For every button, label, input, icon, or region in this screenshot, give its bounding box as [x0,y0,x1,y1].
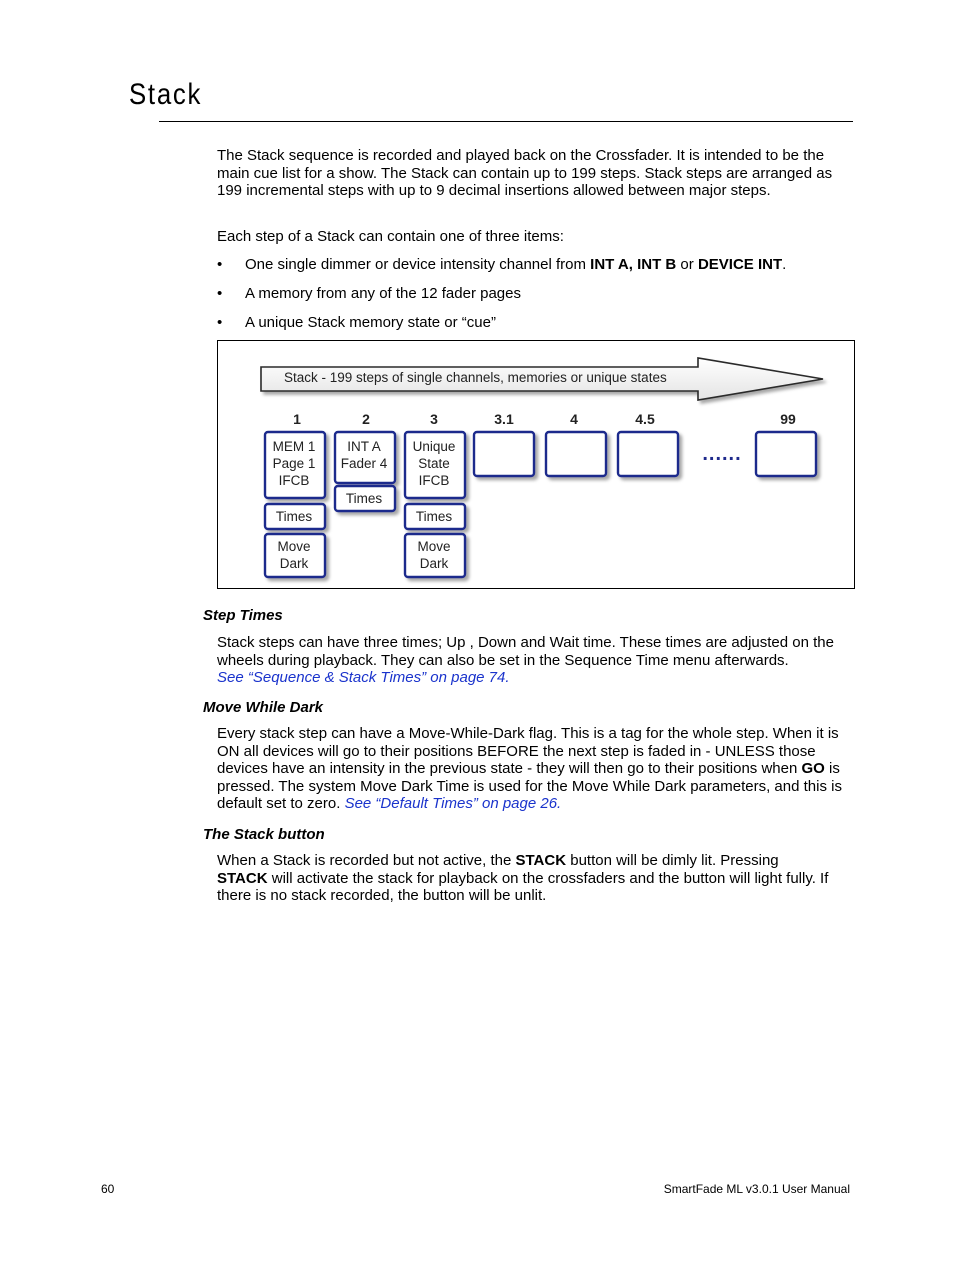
step-times-paragraph [217,634,857,687]
move-label: Move [277,539,311,554]
bullet-marker: • [217,285,223,302]
step-number: 2 [362,411,370,427]
step-times-body: Stack steps can have three times; Up , Down and Wait time. These times are adjusted on the wheels during playback. They can also be set in the Sequence Time menu afterwards. [217,634,834,669]
bullet-1-bold-a: INT A, INT B [590,256,677,273]
bullet-text: A memory from any of the 12 fader pages [245,285,521,302]
stack-diagram [217,340,855,589]
sb-text-d: will activate the stack for playback on the crossfaders and the button will light fully. If there is no stack recorded, the button will be unlit. [217,869,829,905]
bullet-text [245,256,786,274]
stack-keyword: STACK [515,852,567,869]
step-box-empty [546,432,606,476]
bullet-marker: • [217,314,223,331]
items-intro: Each step of a Stack can contain one of three items: [217,228,564,245]
box-line: Unique [412,439,456,454]
bullet-1-text-b: or [676,256,698,273]
dark-label: Dark [419,556,449,571]
box-line: State [418,456,450,471]
bullet-1-bold-b: DEVICE INT [697,256,783,273]
stack-diagram-svg [218,341,854,588]
box-line: Fader 4 [340,456,388,471]
step-number: 4 [570,411,578,427]
step-number: 3 [430,411,438,427]
times-label: Times [345,491,383,506]
box-line: INT A [347,439,381,454]
step-number: 3.1 [494,411,514,427]
box-line: IFCB [418,473,450,488]
times-label: Times [415,509,453,524]
sb-text-c: button will be dimly lit. Pressing [566,852,779,869]
mwd-body-a: Every stack step can have a Move-While-Dark flag. This is a tag for the whole step. When it is ON all devices will go to their positions BEFORE the next step is faded in - UNLESS those devices have an intensity in the previous state - they will then go to their positions when [217,725,839,778]
box-line: IFCB [278,473,310,488]
footer-manual-title: SmartFade ML v3.0.1 User Manual [663,1182,850,1196]
step-times-heading: Step Times [203,607,283,624]
step-box-empty [618,432,678,476]
stack-button-paragraph [217,852,857,905]
step-number: 1 [293,411,301,427]
move-label: Move [417,539,451,554]
box-line: MEM 1 [272,439,316,454]
go-keyword: GO [801,760,825,778]
dark-label: Dark [279,556,309,571]
page-title: Stack [129,78,203,111]
sequence-times-link[interactable]: See “Sequence & Stack Times” on page 74. [217,669,510,687]
bullet-1-text-c: . [782,256,787,273]
move-while-dark-heading: Move While Dark [203,699,324,716]
stack-keyword: STACK [217,869,268,887]
move-while-dark-paragraph [217,725,857,813]
default-times-link[interactable]: See “Default Times” on page 26. [344,795,562,813]
step-box-empty [756,432,816,476]
ellipsis-dots: ...... [702,443,742,465]
times-label: Times [275,509,313,524]
title-rule [159,121,853,122]
step-number: 4.5 [635,411,655,427]
mwd-body-b: is pressed. The system Move Dark Time is used for the Move While Dark parameters, and this is default set to zero. [217,760,842,813]
step-number: 99 [780,411,796,427]
arrow-label: Stack - 199 steps of single channels, memories or unique states [284,370,667,385]
stack-button-heading: The Stack button [203,826,325,843]
sb-text-a: When a Stack is recorded but not active, the [217,852,516,869]
bullet-marker: • [217,256,223,273]
footer-page-number: 60 [101,1182,115,1196]
step-box-empty [474,432,534,476]
intro-paragraph: The Stack sequence is recorded and played back on the Crossfader. It is intended to be the main cue list for a show. The Stack can contain up to 199 steps. Stack steps are arranged as 199 incremental steps with up to 9 decimal insertions allowed between major steps. [217,147,833,200]
bullet-text: A unique Stack memory state or “cue” [245,314,496,331]
bullet-1-text-a: One single dimmer or device intensity channel from [245,256,591,273]
box-line: Page 1 [272,456,316,471]
